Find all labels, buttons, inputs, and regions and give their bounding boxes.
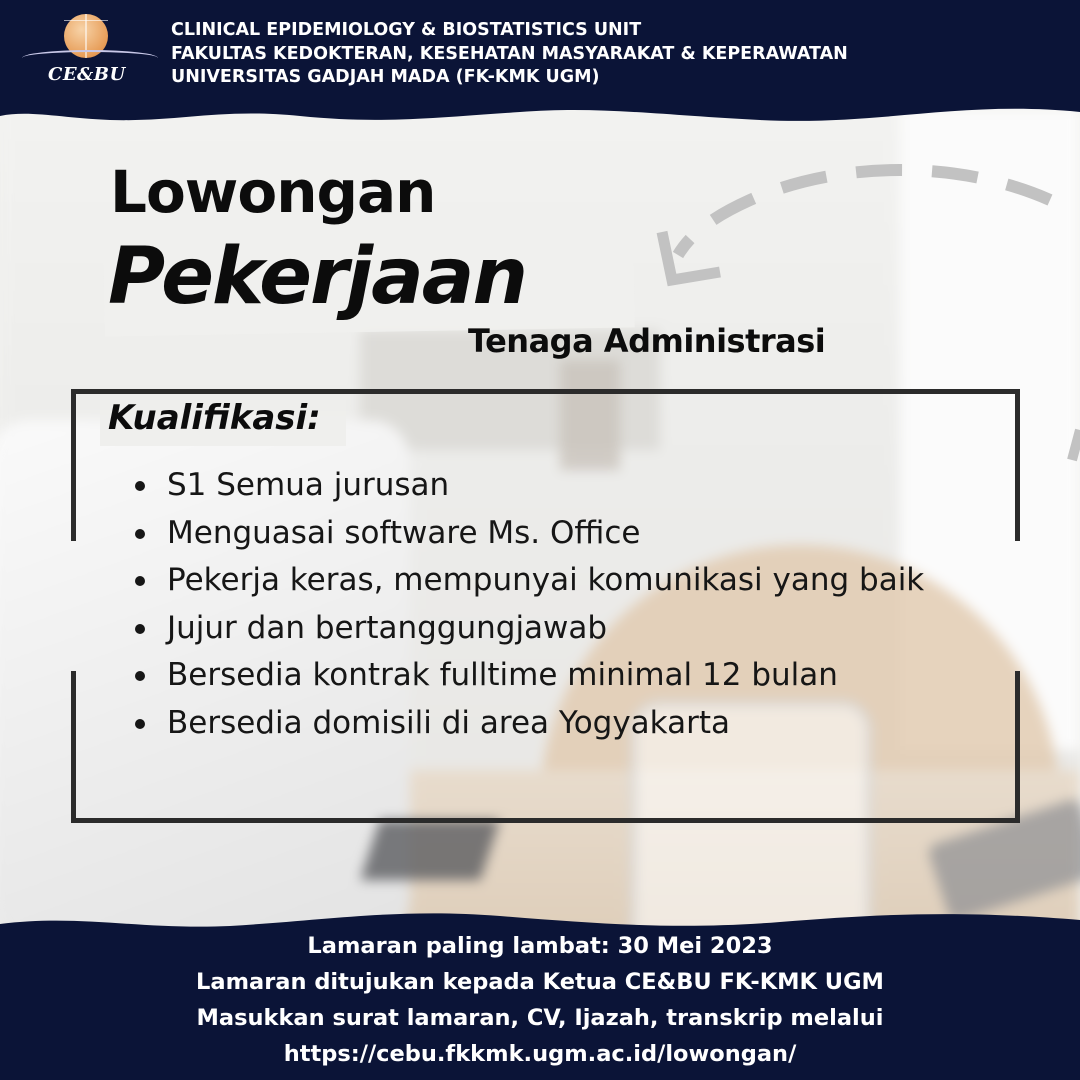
frame-right-top-edge xyxy=(1015,389,1020,541)
bullet-icon xyxy=(135,576,145,586)
qualification-text: S1 Semua jurusan xyxy=(167,467,450,503)
bullet-icon xyxy=(135,529,145,539)
qualification-text: Jujur dan bertanggungjawab xyxy=(167,609,608,646)
title-lowongan: Lowongan xyxy=(110,158,436,226)
frame-top-edge xyxy=(71,389,1020,394)
instructions-text: Masukkan surat lamaran, CV, Ijazah, transkrip melalui xyxy=(196,1005,884,1031)
frame-bottom-edge xyxy=(71,818,1020,823)
bullet-icon xyxy=(135,719,145,729)
addressed-to-text: Lamaran ditujukan kepada Ketua CE&BU FK-KMK UGM xyxy=(196,969,884,995)
application-url[interactable]: https://cebu.fkkmk.ugm.ac.id/lowongan/ xyxy=(283,1041,797,1067)
title-pekerjaan: Pekerjaan xyxy=(108,232,526,322)
frame-left-bottom-edge xyxy=(71,671,76,823)
qualification-text: Bersedia domisili di area Yogyakarta xyxy=(167,704,730,741)
qualifications-heading: Kualifikasi: xyxy=(108,398,321,438)
qualification-text: Bersedia kontrak fulltime minimal 12 bulan xyxy=(167,657,838,693)
cebu-logo xyxy=(22,12,158,92)
position-title: Tenaga Administrasi xyxy=(468,322,826,360)
bullet-icon xyxy=(135,481,145,491)
logo-text: CE&BU xyxy=(48,64,126,85)
qualification-text: Menguasai software Ms. Office xyxy=(167,514,641,551)
qualification-text: Pekerja keras, mempunyai komunikasi yang baik xyxy=(167,562,925,598)
list-item xyxy=(134,605,924,653)
deadline-text: Lamaran paling lambat: 30 Mei 2023 xyxy=(307,933,773,959)
institution-heading xyxy=(171,19,848,90)
list-item xyxy=(134,652,924,700)
frame-left-top-edge xyxy=(71,389,76,541)
qualifications-list xyxy=(134,462,924,747)
institution-line-2: FAKULTAS KEDOKTERAN, KESEHATAN MASYARAKAT & KEPERAWATAN xyxy=(171,43,848,64)
frame-right-bottom-edge xyxy=(1015,671,1020,823)
background-laptop-keys xyxy=(360,820,499,880)
list-item xyxy=(134,557,924,605)
list-item xyxy=(134,462,924,510)
list-item xyxy=(134,510,924,558)
application-info xyxy=(0,928,1080,1072)
institution-line-3: UNIVERSITAS GADJAH MADA (FK-KMK UGM) xyxy=(171,67,600,87)
bullet-icon xyxy=(135,671,145,681)
institution-line-1: CLINICAL EPIDEMIOLOGY & BIOSTATISTICS UNIT xyxy=(171,20,642,40)
bullet-icon xyxy=(135,624,145,634)
list-item xyxy=(134,700,924,748)
